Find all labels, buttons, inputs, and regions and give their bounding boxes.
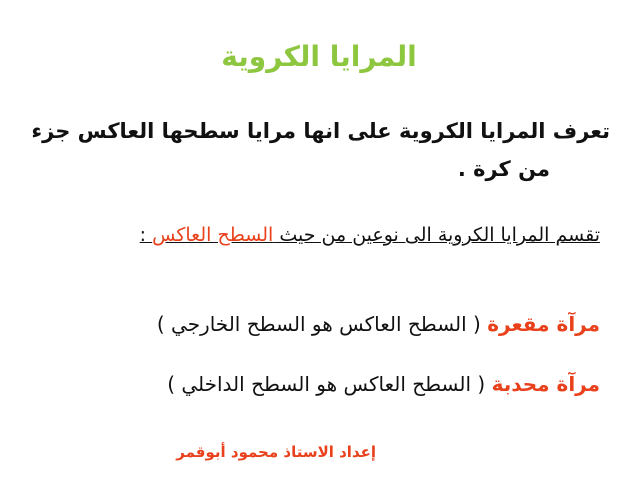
convex-mirror-item xyxy=(20,372,600,396)
author-credit: إعداد الاستاذ محمود أبوقمر xyxy=(176,443,376,461)
division-highlight: السطح العاكس xyxy=(152,224,274,246)
definition-paragraph xyxy=(20,112,610,188)
concave-mirror-item xyxy=(20,312,600,336)
division-suffix: : xyxy=(139,224,153,246)
convex-mirror-name: مرآة محدبة xyxy=(491,372,600,396)
slide-title: المرايا الكروية xyxy=(221,40,417,73)
division-text: تقسم المرايا الكروية الى نوعين من حيث xyxy=(273,224,600,246)
concave-mirror-name: مرآة مقعرة xyxy=(487,312,600,336)
division-statement xyxy=(20,224,600,246)
concave-mirror-description: ( السطح العاكس هو السطح الخارجي ) xyxy=(156,312,488,336)
definition-line-2: من كرة . xyxy=(457,157,550,181)
convex-mirror-description: ( السطح العاكس هو السطح الداخلي ) xyxy=(167,372,492,396)
definition-line-1: تعرف المرايا الكروية على انها مرايا سطحها العاكس جزء xyxy=(31,119,610,143)
